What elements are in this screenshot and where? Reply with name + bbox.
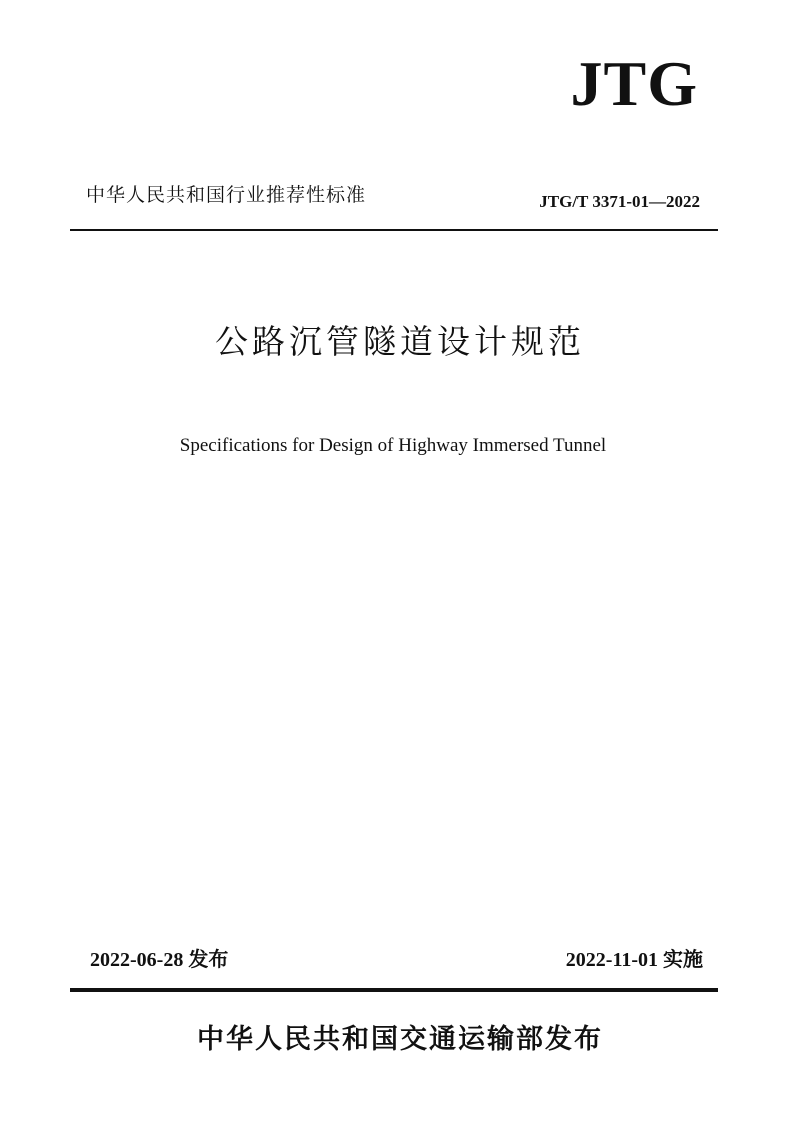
document-title-english: Specifications for Design of Highway Immersed Tunnel — [179, 435, 607, 456]
standard-category: 中华人民共和国行业推荐性标准 — [86, 184, 367, 206]
footer-divider — [70, 988, 718, 992]
document-title-chinese: 公路沉管隧道设计规范 — [215, 322, 585, 361]
publisher: 中华人民共和国交通运输部发布 — [197, 1024, 603, 1055]
header-divider — [70, 229, 718, 231]
jtg-logo: JTG — [570, 48, 698, 119]
issue-date: 2022-06-28 发布 — [90, 949, 229, 971]
standard-number: JTG/T 3371-01—2022 — [539, 192, 700, 211]
implementation-date: 2022-11-01 实施 — [565, 949, 703, 971]
